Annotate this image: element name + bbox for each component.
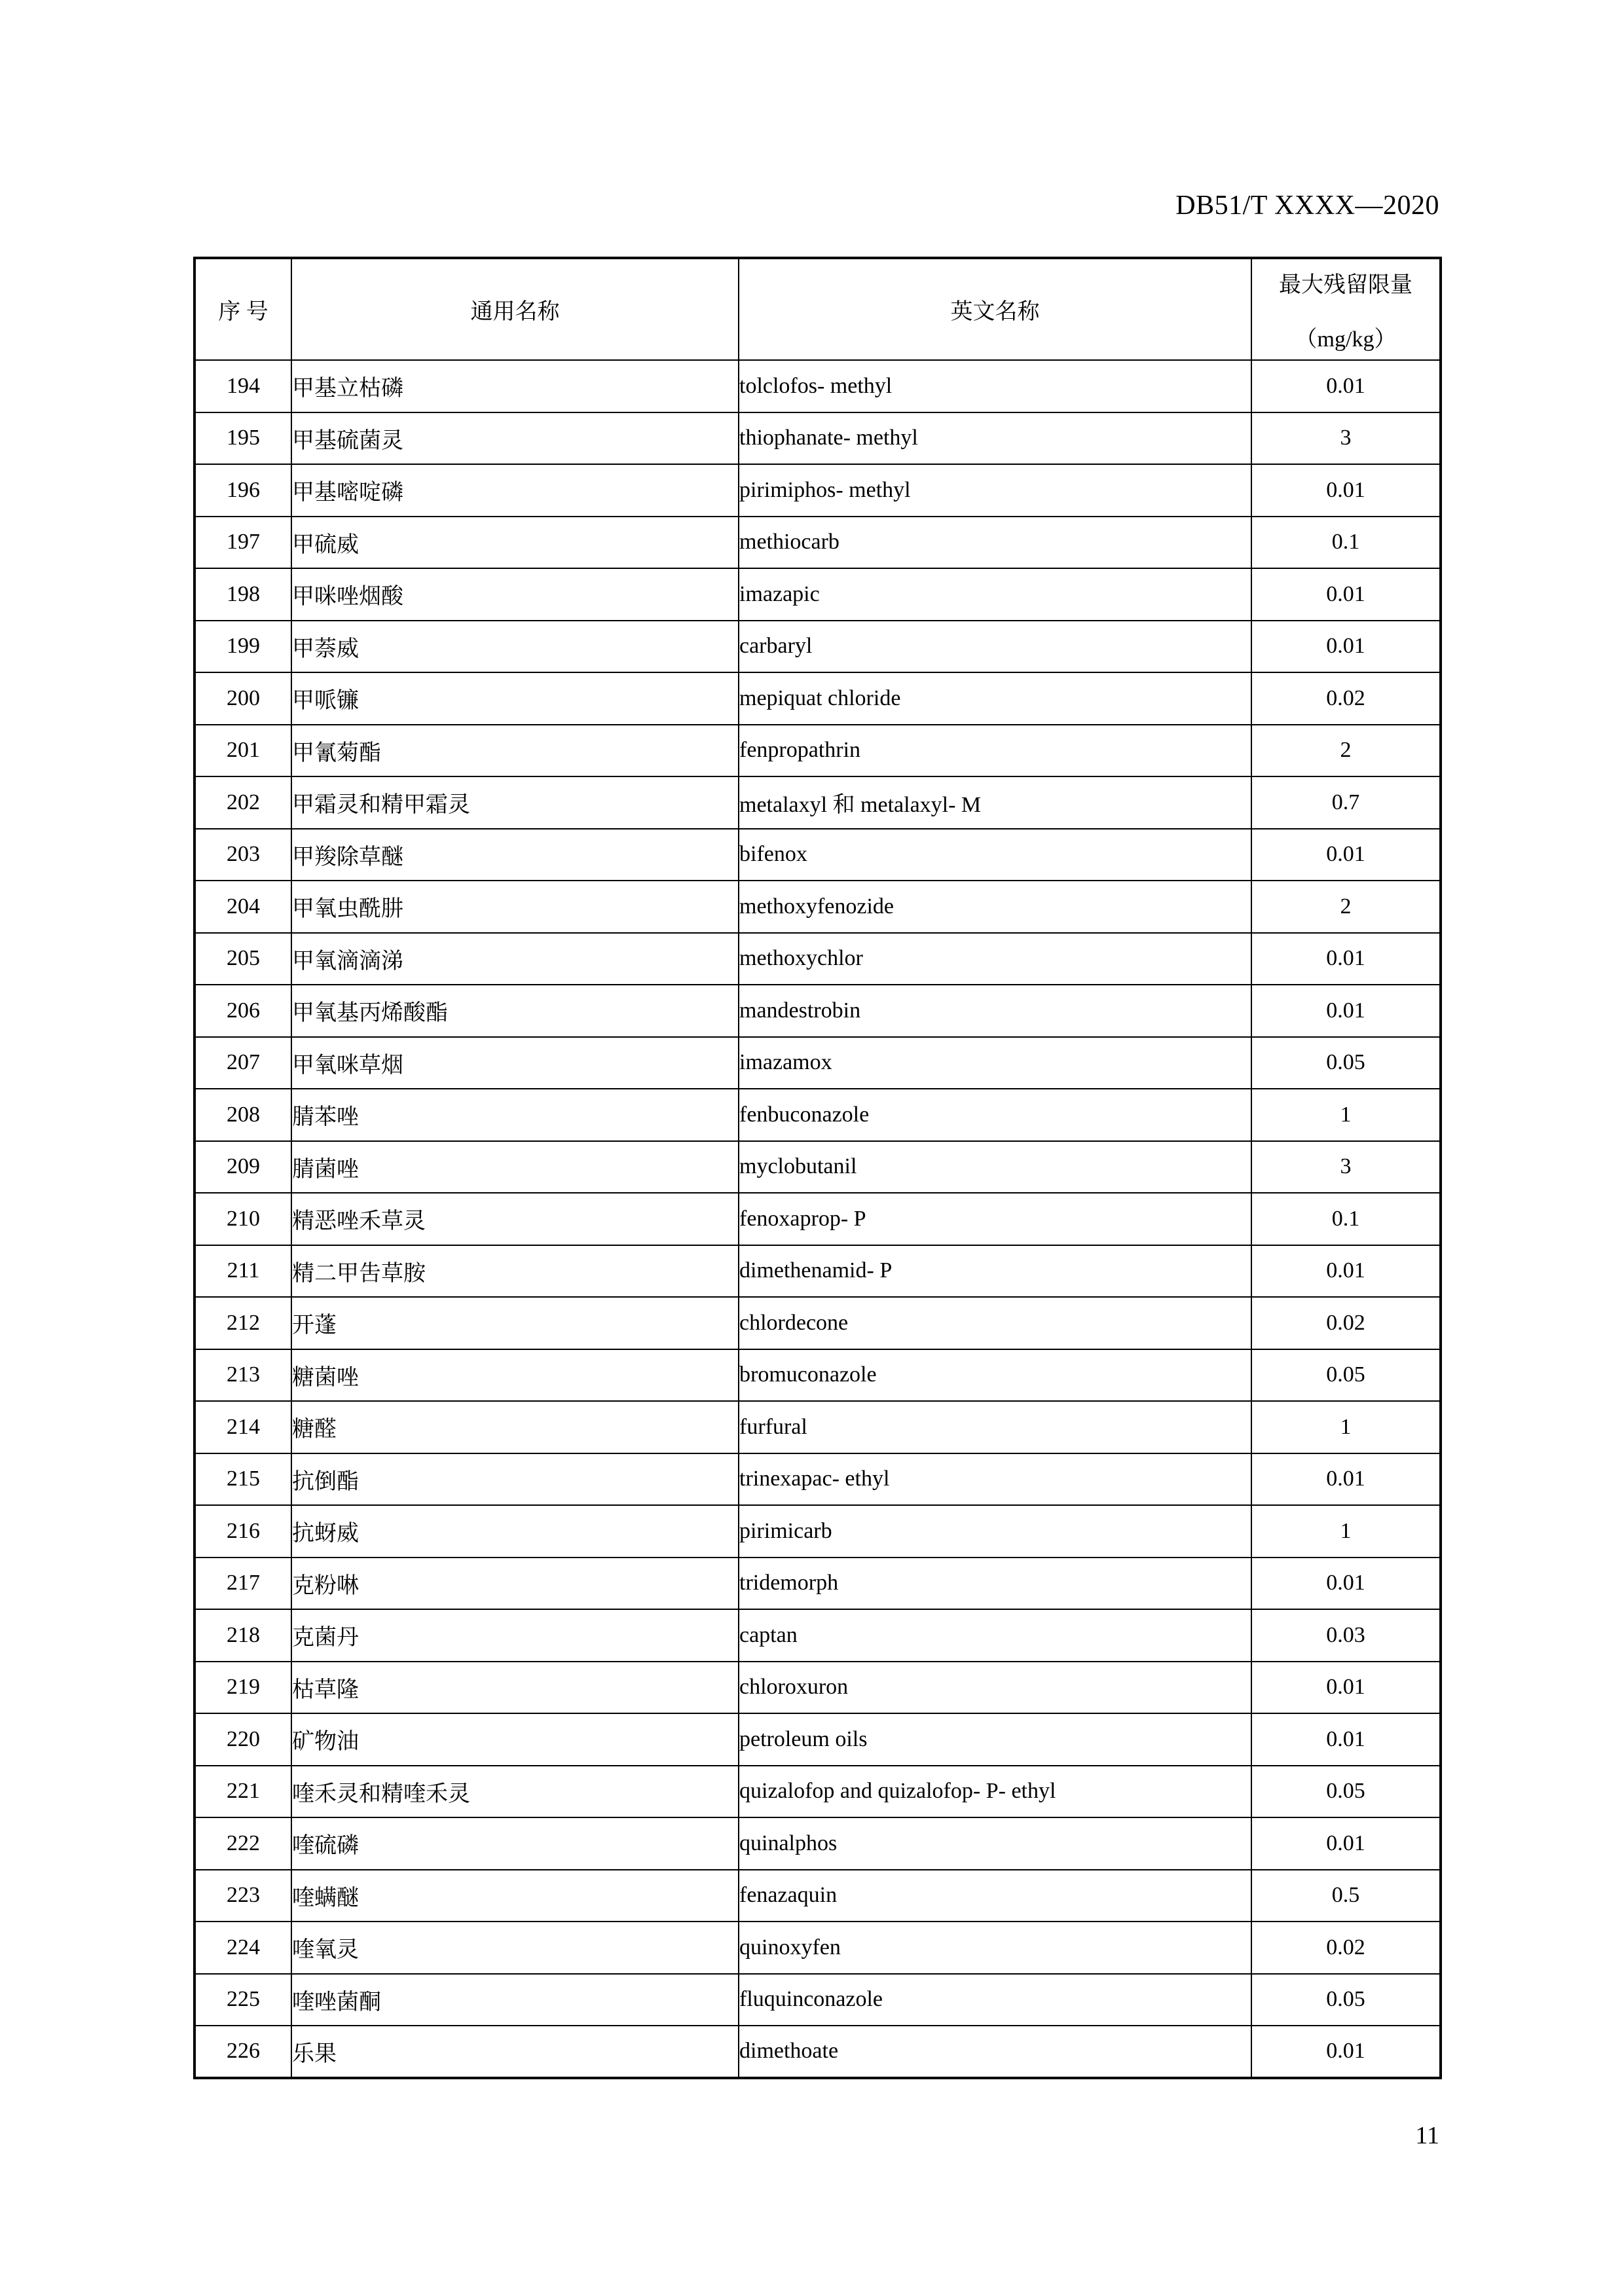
cell-common-name: 克菌丹 xyxy=(291,1609,739,1662)
cell-english-name: quinoxyfen xyxy=(739,1922,1251,1974)
cell-mrl: 0.05 xyxy=(1251,1349,1441,1402)
mrl-header-unit: （mg/kg） xyxy=(1295,327,1397,352)
table-row xyxy=(194,985,1441,1037)
cell-common-name: 喹禾灵和精喹禾灵 xyxy=(291,1766,739,1818)
cell-english-name: myclobutanil xyxy=(739,1141,1251,1194)
cell-index: 206 xyxy=(194,985,291,1037)
cell-common-name: 甲咪唑烟酸 xyxy=(291,568,739,621)
cell-mrl: 0.1 xyxy=(1251,517,1441,569)
cell-index: 214 xyxy=(194,1401,291,1453)
table-row xyxy=(194,1713,1441,1766)
table-row xyxy=(194,1037,1441,1089)
cell-mrl: 0.5 xyxy=(1251,1870,1441,1922)
cell-english-name: quinalphos xyxy=(739,1817,1251,1870)
cell-english-name: imazapic xyxy=(739,568,1251,621)
pesticide-residue-table xyxy=(193,257,1442,2079)
table-row xyxy=(194,1297,1441,1349)
page-number: 11 xyxy=(1415,2122,1439,2149)
cell-mrl: 3 xyxy=(1251,412,1441,465)
cell-english-name: fenbuconazole xyxy=(739,1089,1251,1141)
cell-common-name: 甲氧虫酰肼 xyxy=(291,881,739,933)
cell-index: 224 xyxy=(194,1922,291,1974)
cell-english-name: imazamox xyxy=(739,1037,1251,1089)
column-header-english-name: 英文名称 xyxy=(739,258,1251,360)
mrl-header-line1: 最大残留限量 xyxy=(1279,272,1412,297)
table-row xyxy=(194,672,1441,725)
table-row xyxy=(194,1609,1441,1662)
cell-index: 197 xyxy=(194,517,291,569)
cell-mrl: 0.01 xyxy=(1251,1245,1441,1298)
cell-english-name: pirimiphos- methyl xyxy=(739,464,1251,517)
cell-common-name: 甲氧基丙烯酸酯 xyxy=(291,985,739,1037)
cell-english-name: bifenox xyxy=(739,829,1251,881)
cell-common-name: 枯草隆 xyxy=(291,1662,739,1714)
table-row xyxy=(194,1245,1441,1298)
cell-common-name: 开蓬 xyxy=(291,1297,739,1349)
cell-common-name: 甲萘威 xyxy=(291,621,739,673)
cell-index: 202 xyxy=(194,776,291,829)
cell-english-name: methoxychlor xyxy=(739,933,1251,985)
cell-english-name: methiocarb xyxy=(739,517,1251,569)
cell-mrl: 0.01 xyxy=(1251,2026,1441,2078)
cell-mrl: 2 xyxy=(1251,881,1441,933)
table-row xyxy=(194,517,1441,569)
table-row xyxy=(194,360,1441,412)
cell-common-name: 喹螨醚 xyxy=(291,1870,739,1922)
column-header-index: 序 号 xyxy=(194,258,291,360)
cell-mrl: 0.01 xyxy=(1251,1662,1441,1714)
cell-mrl: 0.02 xyxy=(1251,1922,1441,1974)
table-row xyxy=(194,1453,1441,1506)
cell-english-name: chlordecone xyxy=(739,1297,1251,1349)
cell-english-name: furfural xyxy=(739,1401,1251,1453)
cell-english-name: tridemorph xyxy=(739,1558,1251,1610)
table-row xyxy=(194,881,1441,933)
cell-index: 208 xyxy=(194,1089,291,1141)
cell-english-name: tolclofos- methyl xyxy=(739,360,1251,412)
table-row xyxy=(194,1766,1441,1818)
cell-index: 198 xyxy=(194,568,291,621)
cell-common-name: 喹氧灵 xyxy=(291,1922,739,1974)
table-row xyxy=(194,412,1441,465)
cell-index: 223 xyxy=(194,1870,291,1922)
cell-index: 222 xyxy=(194,1817,291,1870)
table-row xyxy=(194,933,1441,985)
cell-common-name: 克粉啉 xyxy=(291,1558,739,1610)
table-row xyxy=(194,464,1441,517)
table-row xyxy=(194,1870,1441,1922)
cell-mrl: 0.01 xyxy=(1251,1713,1441,1766)
table-header xyxy=(194,258,1441,360)
cell-mrl: 0.02 xyxy=(1251,672,1441,725)
cell-mrl: 0.1 xyxy=(1251,1193,1441,1245)
cell-english-name: mandestrobin xyxy=(739,985,1251,1037)
cell-english-name: pirimicarb xyxy=(739,1505,1251,1558)
cell-index: 218 xyxy=(194,1609,291,1662)
table-row xyxy=(194,1974,1441,2026)
cell-common-name: 甲基嘧啶磷 xyxy=(291,464,739,517)
cell-index: 226 xyxy=(194,2026,291,2078)
cell-common-name: 甲霜灵和精甲霜灵 xyxy=(291,776,739,829)
cell-mrl: 0.01 xyxy=(1251,568,1441,621)
cell-common-name: 糖醛 xyxy=(291,1401,739,1453)
cell-english-name: trinexapac- ethyl xyxy=(739,1453,1251,1506)
table-row xyxy=(194,621,1441,673)
cell-index: 203 xyxy=(194,829,291,881)
cell-index: 196 xyxy=(194,464,291,517)
cell-mrl: 0.01 xyxy=(1251,1817,1441,1870)
cell-english-name: dimethoate xyxy=(739,2026,1251,2078)
cell-index: 215 xyxy=(194,1453,291,1506)
cell-english-name: fenoxaprop- P xyxy=(739,1193,1251,1245)
cell-index: 201 xyxy=(194,725,291,777)
cell-index: 207 xyxy=(194,1037,291,1089)
cell-common-name: 糖菌唑 xyxy=(291,1349,739,1402)
table-row xyxy=(194,1505,1441,1558)
cell-mrl: 0.05 xyxy=(1251,1974,1441,2026)
cell-mrl: 0.01 xyxy=(1251,1453,1441,1506)
cell-common-name: 甲氧滴滴涕 xyxy=(291,933,739,985)
cell-mrl: 1 xyxy=(1251,1401,1441,1453)
cell-english-name: dimethenamid- P xyxy=(739,1245,1251,1298)
cell-mrl: 1 xyxy=(1251,1505,1441,1558)
table-row xyxy=(194,1662,1441,1714)
cell-english-name: fenazaquin xyxy=(739,1870,1251,1922)
column-header-mrl xyxy=(1251,258,1441,360)
cell-mrl: 0.01 xyxy=(1251,1558,1441,1610)
cell-index: 205 xyxy=(194,933,291,985)
cell-common-name: 甲哌镰 xyxy=(291,672,739,725)
table-row xyxy=(194,1401,1441,1453)
cell-common-name: 乐果 xyxy=(291,2026,739,2078)
cell-mrl: 0.01 xyxy=(1251,621,1441,673)
table-row xyxy=(194,1558,1441,1610)
cell-english-name: fenpropathrin xyxy=(739,725,1251,777)
cell-index: 221 xyxy=(194,1766,291,1818)
table-row xyxy=(194,1349,1441,1402)
cell-common-name: 甲羧除草醚 xyxy=(291,829,739,881)
table-row xyxy=(194,776,1441,829)
cell-index: 216 xyxy=(194,1505,291,1558)
cell-english-name: petroleum oils xyxy=(739,1713,1251,1766)
table-body xyxy=(194,360,1441,2078)
cell-mrl: 0.02 xyxy=(1251,1297,1441,1349)
cell-index: 209 xyxy=(194,1141,291,1194)
cell-english-name: fluquinconazole xyxy=(739,1974,1251,2026)
cell-english-name: captan xyxy=(739,1609,1251,1662)
table-row xyxy=(194,1817,1441,1870)
cell-mrl: 0.7 xyxy=(1251,776,1441,829)
cell-english-name: metalaxyl 和 metalaxyl- M xyxy=(739,776,1251,829)
cell-english-name: bromuconazole xyxy=(739,1349,1251,1402)
cell-common-name: 喹硫磷 xyxy=(291,1817,739,1870)
cell-common-name: 腈菌唑 xyxy=(291,1141,739,1194)
cell-index: 213 xyxy=(194,1349,291,1402)
cell-mrl: 0.01 xyxy=(1251,360,1441,412)
cell-index: 212 xyxy=(194,1297,291,1349)
cell-mrl: 0.05 xyxy=(1251,1037,1441,1089)
cell-common-name: 精二甲吿草胺 xyxy=(291,1245,739,1298)
cell-common-name: 腈苯唑 xyxy=(291,1089,739,1141)
document-code: DB51/T XXXX—2020 xyxy=(1175,191,1439,221)
cell-index: 194 xyxy=(194,360,291,412)
cell-english-name: mepiquat chloride xyxy=(739,672,1251,725)
cell-common-name: 抗蚜威 xyxy=(291,1505,739,1558)
cell-mrl: 0.01 xyxy=(1251,985,1441,1037)
cell-mrl: 0.01 xyxy=(1251,829,1441,881)
cell-common-name: 甲基硫菌灵 xyxy=(291,412,739,465)
header-row xyxy=(194,258,1441,360)
table-row xyxy=(194,1193,1441,1245)
table-row xyxy=(194,1922,1441,1974)
cell-common-name: 甲氰菊酯 xyxy=(291,725,739,777)
cell-index: 199 xyxy=(194,621,291,673)
cell-index: 225 xyxy=(194,1974,291,2026)
cell-index: 210 xyxy=(194,1193,291,1245)
cell-common-name: 精恶唑禾草灵 xyxy=(291,1193,739,1245)
cell-mrl: 0.05 xyxy=(1251,1766,1441,1818)
table-row xyxy=(194,829,1441,881)
table-row xyxy=(194,1141,1441,1194)
cell-common-name: 甲硫威 xyxy=(291,517,739,569)
cell-index: 220 xyxy=(194,1713,291,1766)
table-row xyxy=(194,568,1441,621)
cell-common-name: 矿物油 xyxy=(291,1713,739,1766)
cell-english-name: thiophanate- methyl xyxy=(739,412,1251,465)
cell-english-name: quizalofop and quizalofop- P- ethyl xyxy=(739,1766,1251,1818)
cell-mrl: 3 xyxy=(1251,1141,1441,1194)
cell-index: 200 xyxy=(194,672,291,725)
cell-index: 211 xyxy=(194,1245,291,1298)
cell-common-name: 抗倒酯 xyxy=(291,1453,739,1506)
table-row xyxy=(194,725,1441,777)
cell-mrl: 1 xyxy=(1251,1089,1441,1141)
cell-mrl: 0.03 xyxy=(1251,1609,1441,1662)
cell-mrl: 0.01 xyxy=(1251,464,1441,517)
cell-english-name: chloroxuron xyxy=(739,1662,1251,1714)
cell-common-name: 甲基立枯磷 xyxy=(291,360,739,412)
cell-common-name: 喹唑菌酮 xyxy=(291,1974,739,2026)
column-header-common-name: 通用名称 xyxy=(291,258,739,360)
cell-mrl: 0.01 xyxy=(1251,933,1441,985)
table-row xyxy=(194,2026,1441,2078)
cell-index: 219 xyxy=(194,1662,291,1714)
cell-english-name: methoxyfenozide xyxy=(739,881,1251,933)
cell-english-name: carbaryl xyxy=(739,621,1251,673)
cell-index: 217 xyxy=(194,1558,291,1610)
cell-mrl: 2 xyxy=(1251,725,1441,777)
cell-index: 195 xyxy=(194,412,291,465)
cell-common-name: 甲氧咪草烟 xyxy=(291,1037,739,1089)
table-row xyxy=(194,1089,1441,1141)
cell-index: 204 xyxy=(194,881,291,933)
